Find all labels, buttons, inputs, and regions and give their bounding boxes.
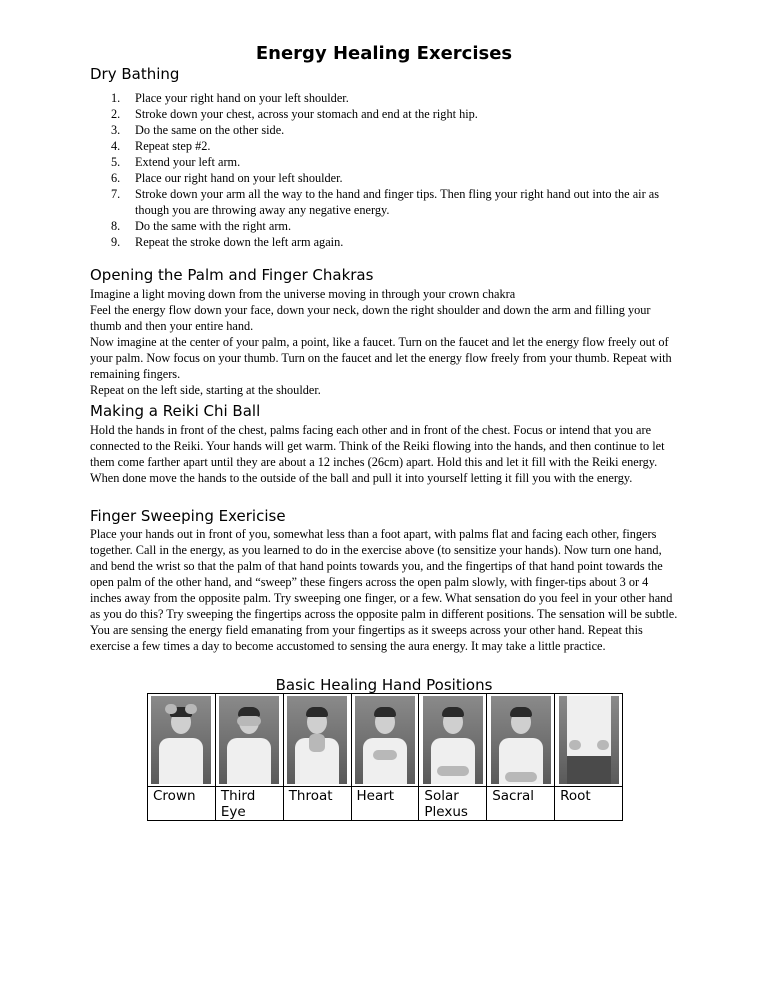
step-text: Repeat the stroke down the left arm again. [135, 235, 344, 249]
section-heading-palm-chakras: Opening the Palm and Finger Chakras [90, 266, 374, 284]
label-row [148, 787, 623, 821]
step-number: 1. [111, 91, 121, 105]
crown-position-photo [151, 696, 211, 784]
paragraph: Hold the hands in front of the chest, palms facing each other and in front of the chest. Focus or intend that you are connected to the Reiki. Your hands will get warm. Think of the Reiki flowing into the hands, and then continue to let them come farther apart until they are about a 12 inches (26cm) apart. Hold this and let it fill with the Reiki energy. When done move the hands to the outside of the ball and pull it into yourself letting it fill you with the energy. [90, 423, 665, 485]
step-number: 3. [111, 123, 121, 137]
page-title: Energy Healing Exercises [255, 43, 513, 64]
step-text: Do the same with the right arm. [135, 219, 292, 233]
dry-bathing-steps [90, 90, 680, 250]
step-number: 6. [111, 171, 121, 185]
section-heading-finger-sweeping: Finger Sweeping Exericise [90, 507, 286, 525]
position-label-solar-plexus: Solar Plexus [419, 787, 487, 821]
step-number: 7. [111, 187, 121, 201]
hand-positions-table [147, 693, 623, 821]
list-item [90, 90, 680, 106]
hand-positions-heading: Basic Healing Hand Positions [275, 676, 493, 694]
step-text: Stroke down your chest, across your stomach and end at the right hip. [135, 107, 478, 121]
step-number: 9. [111, 235, 121, 249]
position-label-sacral: Sacral [487, 787, 555, 821]
chi-ball-body [90, 422, 680, 486]
photo-cell-sacral [487, 694, 555, 787]
step-text: Place your right hand on your left shoulder. [135, 91, 349, 105]
position-label-root: Root [555, 787, 623, 821]
step-text: Extend your left arm. [135, 155, 241, 169]
solar-plexus-position-photo [423, 696, 483, 784]
paragraph: Imagine a light moving down from the universe moving in through your crown chakra [90, 287, 516, 301]
list-item [90, 122, 680, 138]
paragraph: Place your hands out in front of you, somewhat less than a foot apart, with palms flat and facing each other, fingers together. Call in the energy, as you learned to do in the exercise above (to sensitize your hands). Now turn one hand, and bend the wrist so that the palm of that hand points towards you, and the fingertips of that hand point towards the open palm of the other hand, and “sweep” these fingers across the open palm slowly, with finger-tips about 3 or 4 inches away from the opposite palm. Try sweeping one finger, or a few. What sensation do you feel in your other hand as you do this? Try sweeping the fingertips across the opposite palm in different positions. The sensation will be subtle. You are sensing the energy field emanating from your fingertips as it sweeps across your other hand. Repeat this exercise a few times a day to become accustomed to sensing the aura energy. It may take a little practice. [90, 527, 678, 653]
paragraph: Repeat on the left side, starting at the shoulder. [90, 383, 321, 397]
paragraph: Now imagine at the center of your palm, a point, like a faucet. Turn on the faucet and let the energy flow freely out of your palm. Now focus on your thumb. Turn on the faucet and let the energy flow freely from your thumb. Repeat with remaining fingers. [90, 335, 672, 381]
paragraph: Feel the energy flow down your face, down your neck, down the right shoulder and down the arm and filling your thumb and then your entire hand. [90, 303, 651, 333]
section-heading-dry-bathing: Dry Bathing [90, 65, 180, 83]
step-number: 2. [111, 107, 121, 121]
palm-chakras-body [90, 286, 680, 398]
list-item [90, 218, 680, 234]
step-text: Place our right hand on your left shoulder. [135, 171, 343, 185]
list-item [90, 186, 680, 218]
list-item [90, 154, 680, 170]
photo-row [148, 694, 623, 787]
photo-cell-third-eye [215, 694, 283, 787]
list-item [90, 106, 680, 122]
photo-cell-heart [351, 694, 419, 787]
list-item [90, 138, 680, 154]
photo-cell-crown [148, 694, 216, 787]
step-number: 4. [111, 139, 121, 153]
position-label-third-eye: Third Eye [215, 787, 283, 821]
step-text: Repeat step #2. [135, 139, 211, 153]
sacral-position-photo [491, 696, 551, 784]
root-position-photo [559, 696, 619, 784]
step-text: Do the same on the other side. [135, 123, 285, 137]
step-number: 5. [111, 155, 121, 169]
step-text: Stroke down your arm all the way to the hand and finger tips. Then fling your right hand out into the air as though you are throwing away any negative energy. [135, 187, 659, 217]
position-label-crown: Crown [148, 787, 216, 821]
step-number: 8. [111, 219, 121, 233]
photo-cell-throat [283, 694, 351, 787]
finger-sweeping-body [90, 526, 680, 654]
throat-position-photo [287, 696, 347, 784]
section-heading-chi-ball: Making a Reiki Chi Ball [90, 402, 261, 420]
list-item [90, 234, 680, 250]
heart-position-photo [355, 696, 415, 784]
photo-cell-solar-plexus [419, 694, 487, 787]
list-item [90, 170, 680, 186]
photo-cell-root [555, 694, 623, 787]
third-eye-position-photo [219, 696, 279, 784]
position-label-throat: Throat [283, 787, 351, 821]
position-label-heart: Heart [351, 787, 419, 821]
